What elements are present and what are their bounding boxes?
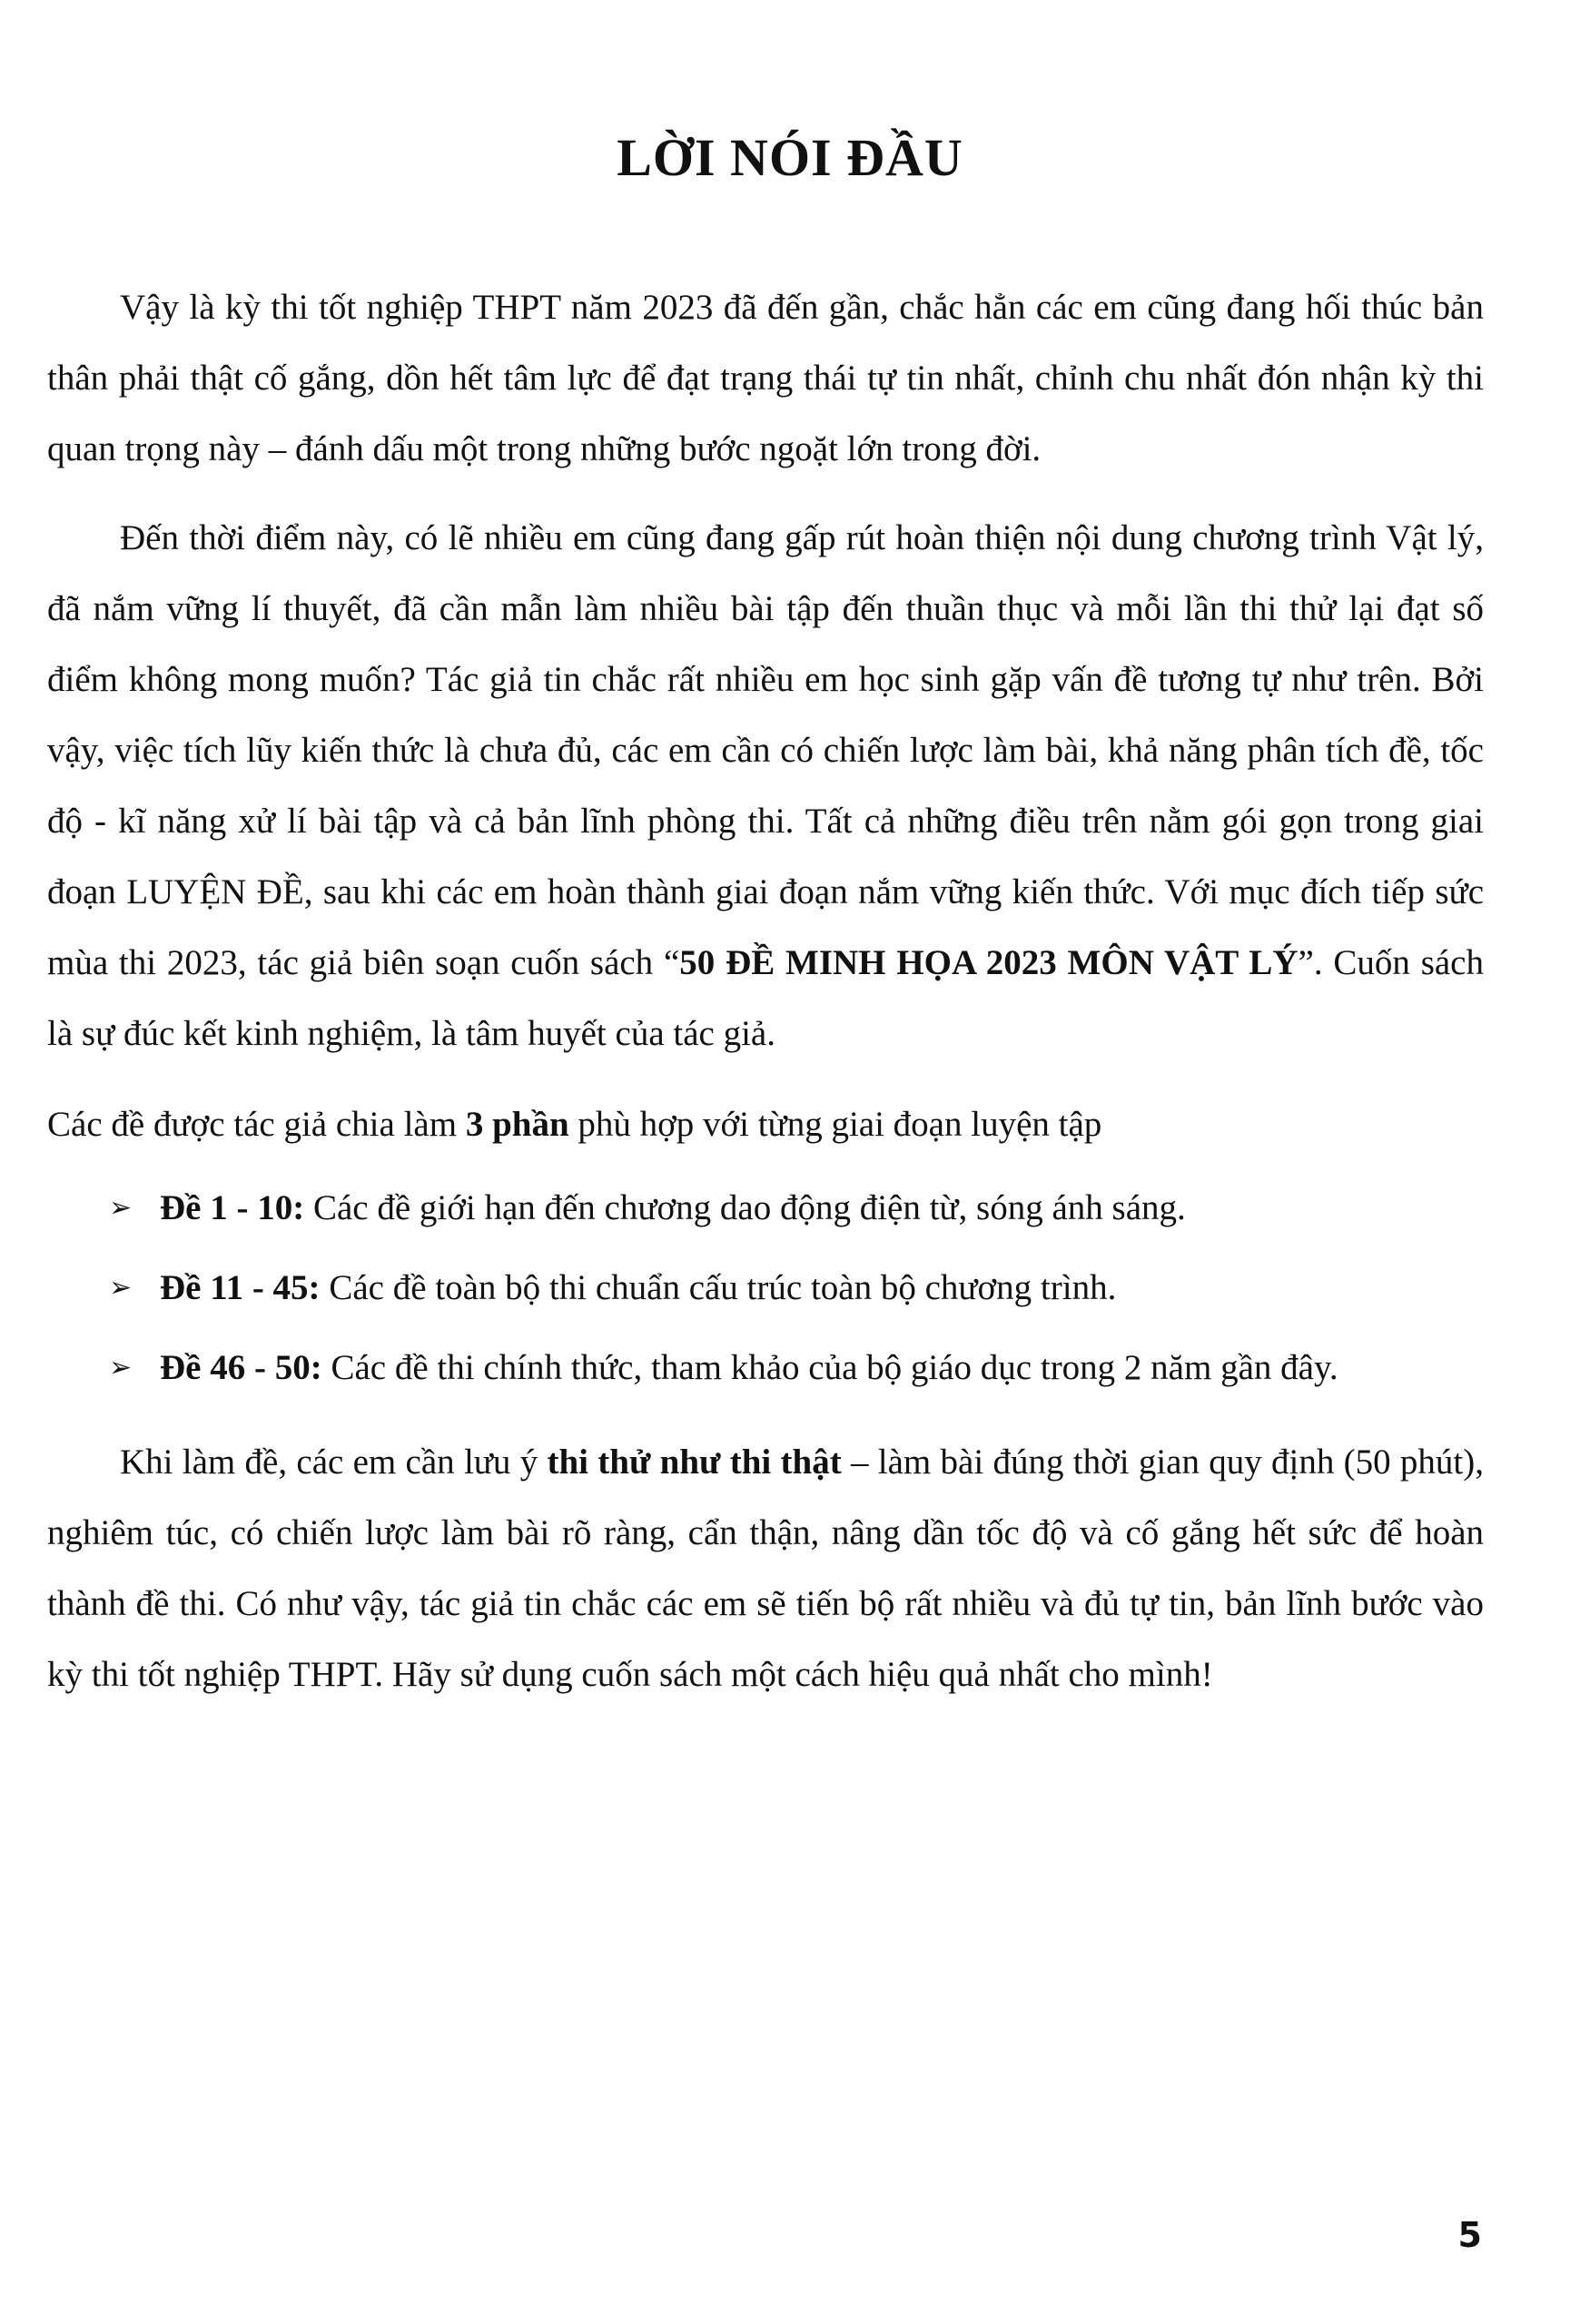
advice-emphasis: thi thử như thi thật — [547, 1443, 842, 1482]
paragraph-structure-text: Các đề được tác giả chia làm — [47, 1105, 466, 1144]
list-item — [47, 1173, 1484, 1244]
list-item-label: Đề 46 - 50: — [160, 1348, 322, 1387]
list-item-text: Các đề giới hạn đến chương dao động điện từ, sóng ánh sáng. — [304, 1188, 1186, 1227]
paragraph-advice-text: Khi làm đề, các em cần lưu ý — [120, 1443, 548, 1482]
arrowhead-bullet-icon: ➢ — [109, 1192, 133, 1224]
paragraph-intro: Vậy là kỳ thi tốt nghiệp THPT năm 2023 đã đến gần, chắc hẳn các em cũng đang hối thúc bản thân phải thật cố gắng, dồn hết tâm lực để đạt trạng thái tự tin nhất, chỉnh chu nhất đón nhận kỳ thi quan trọng này – đánh dấu một trong những bước ngoặt lớn trong đời. — [47, 288, 1484, 468]
preface-body — [47, 272, 1484, 1710]
parts-count: 3 phần — [465, 1105, 569, 1144]
paragraph-purpose — [47, 503, 1484, 1069]
paragraph-advice — [47, 1427, 1484, 1710]
arrowhead-bullet-icon: ➢ — [109, 1272, 133, 1304]
paragraph-purpose-end: ”. Cuốn sách là sự đúc kết kinh nghiệm, là tâm huyết của tác giả. — [47, 943, 1484, 1053]
parts-list — [47, 1173, 1484, 1403]
paragraph-purpose-text: Đến thời điểm này, có lẽ nhiều em cũng đang gấp rút hoàn thiện nội dung chương trình Vật lý, đã nắm vững lí thuyết, đã cần mẫn làm nhiều bài tập đến thuần thục và mỗi lần thi thử lại đạt số điểm không mong muốn? Tác giả tin chắc rất nhiều em học sinh gặp vấn đề tương tự như trên. Bởi vậy, việc tích lũy kiến thức là chưa đủ, các em cần có chiến lược làm bài, khả năng phân tích đề, tốc độ - kĩ năng xử lí bài tập và cả bản lĩnh phòng thi. Tất cả những điều trên nằm gói gọn trong giai đoạn LUYỆN ĐỀ, sau khi các em hoàn thành giai đoạn nắm vững kiến thức. Với mục đích tiếp sức mùa thi 2023, tác giả biên soạn cuốn sách “ — [47, 518, 1484, 982]
list-item-text: Các đề thi chính thức, tham khảo của bộ giáo dục trong 2 năm gần đây. — [321, 1348, 1338, 1387]
paragraph-structure — [47, 1089, 1484, 1160]
list-item-text: Các đề toàn bộ thi chuẩn cấu trúc toàn bộ chương trình. — [320, 1268, 1117, 1307]
paragraph-advice-end: – làm bài đúng thời gian quy định (50 phút), nghiêm túc, có chiến lược làm bài rõ ràng, cẩn thận, nâng dần tốc độ và cố gắng hết sức để hoàn thành đề thi. Có như vậy, tác giả tin chắc các em sẽ tiến bộ rất nhiều và đủ tự tin, bản lĩnh bước vào kỳ thi tốt nghiệp THPT. Hãy sử dụng cuốn sách một cách hiệu quả nhất cho mình! — [47, 1443, 1484, 1694]
list-item — [47, 1333, 1484, 1403]
page-title: LỜI NÓI ĐẦU — [617, 128, 963, 187]
list-item-label: Đề 1 - 10: — [160, 1188, 305, 1227]
book-title: 50 ĐỀ MINH HỌA 2023 MÔN VẬT LÝ — [679, 943, 1299, 982]
paragraph-structure-end: phù hợp với từng giai đoạn luyện tập — [568, 1105, 1102, 1144]
list-item-label: Đề 11 - 45: — [160, 1268, 321, 1307]
arrowhead-bullet-icon: ➢ — [109, 1352, 133, 1384]
page-number: 5 — [1457, 2215, 1482, 2255]
list-item — [47, 1253, 1484, 1324]
